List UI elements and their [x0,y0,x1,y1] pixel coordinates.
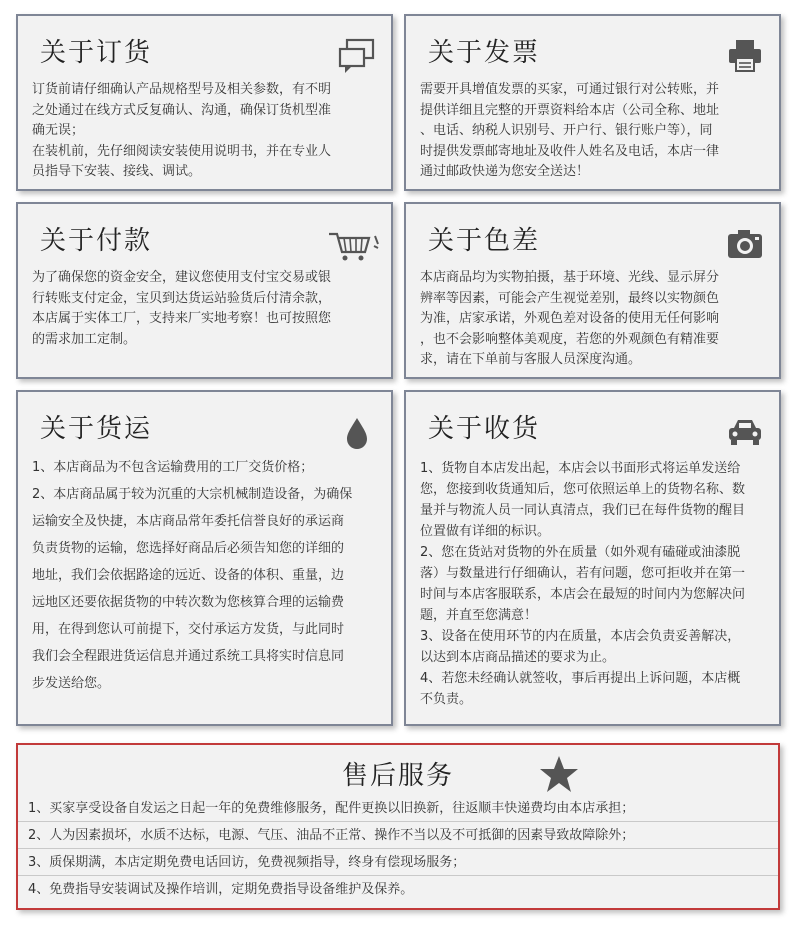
card-body [420,80,767,183]
card-title: 关于收货 [428,414,541,444]
text-line: 地址，我们会依据路途的远近、设备的体积、重量，边 [32,568,345,583]
text-line: 行转账支付定金，宝贝到达货运站验货后付清余款， [32,290,332,306]
text-line: 1、本店商品为不包含运输费用的工厂交货价格； [32,460,314,475]
drop-icon [337,412,377,452]
text-line: 提供详细且完整的开票资料给本店（公司全称、地址 [420,102,720,118]
service-list [18,795,778,903]
text-line: 本店商品均为实物拍摄，基于环境、光线、显示屏分 [420,270,720,285]
card-title: 关于色差 [428,226,541,256]
after-sales-service-panel [16,743,780,910]
text-line: 求，请在下单前与客服人员深度沟通。 [420,352,642,367]
card-title: 关于付款 [40,226,153,256]
text-line: 为了确保您的资金安全，建议您使用支付宝交易或银 [32,270,332,285]
text-line: 4、若您未经确认就签收，事后再提出上诉问题，本店概 [420,671,741,686]
card-order [16,14,393,191]
text-line: 之处通过在线方式反复确认、沟通，确保订货机型准 [32,102,332,118]
text-line: 时提供发票邮寄地址及收件人姓名及电话，本店一律 [420,143,720,159]
card-title: 关于发票 [428,38,541,68]
text-line: ，也不会影响整体美观度，若您的外观颜色有精准要 [420,331,720,347]
text-line: 、电话、纳税人识别号、开户行、银行账户等），同 [420,123,713,138]
text-line: 2、您在货站对货物的外在质量（如外观有磕碰或油漆脱 [420,545,741,560]
text-line: 的需求加工定制。 [32,331,137,347]
text-line: 您，您接到收货通知后，您可依照运单上的货物名称、数 [420,482,746,497]
text-line: 3、设备在使用环节的内在质量，本店会负责妥善解决， [420,629,741,644]
text-line: 时间与本店客服联系，本店会在最短的时间内为您解决问 [420,587,746,602]
text-line: 负责货物的运输，您选择好商品后必须告知您的详细的 [32,541,345,556]
text-line: 需要开具增值发票的买家，可通过银行对公转账，并 [420,82,720,97]
card-body [32,454,379,697]
card-shipping [16,390,393,726]
text-line: 我们会全程跟进货运信息并通过系统工具将实时信息同 [32,649,345,664]
car-icon [725,412,765,452]
text-line: 位置做有详细的标识。 [420,524,551,539]
card-title: 关于订货 [40,38,153,68]
text-line: 员指导下安装、接线、调试。 [32,164,202,179]
card-receiving [404,390,781,726]
text-line: 订货前请仔细确认产品规格型号及相关参数，有不明 [32,82,332,97]
text-line: 题，并直至您满意！ [420,608,538,623]
text-line: 本店属于实体工厂，支持来厂实地考察！也可按照您 [32,311,332,326]
text-line: 落）与数量进行仔细确认，若有问题，您可拒收并在第一 [420,566,746,581]
text-line: 以达到本店商品描述的要求为止。 [420,650,616,665]
service-row: 1、买家享受设备自发运之日起一年的免费维修服务，配件更换以旧换新，往返顺丰快递费均由本店承担； [18,795,778,822]
text-line: 1、货物自本店发出起，本店会以书面形式将运单发送给 [420,461,741,476]
text-line: 为准，店家承诺，外观色差对设备的使用无任何影响 [420,311,720,326]
card-invoice [404,14,781,191]
service-title: 售后服务 [341,761,454,791]
printer-icon [725,36,765,76]
card-payment [16,202,393,379]
card-color-difference [404,202,781,379]
card-body [32,268,379,350]
text-line: 步发送给您。 [32,676,111,691]
camera-icon [725,224,765,264]
text-line: 2、本店商品属于较为沉重的大宗机械制造设备，为确保 [32,487,353,502]
shopping-cart-icon [325,224,381,264]
star-badge-icon [538,753,580,795]
card-title: 关于货运 [40,414,153,444]
text-line: 运输安全及快捷，本店商品常年委托信誉良好的承运商 [32,514,345,529]
service-row: 3、质保期满，本店定期免费电话回访，免费视频指导，终身有偿现场服务； [18,849,778,876]
text-line: 通过邮政快递为您安全送达！ [420,164,590,179]
text-line: 远地区还要依据货物的中转次数为您核算合理的运输费 [32,595,345,610]
card-body [32,80,379,183]
text-line: 辨率等因素，可能会产生视觉差别，最终以实物颜色 [420,290,720,306]
text-line: 不负责。 [420,692,473,707]
text-line: 量并与物流人员一同认真清点，我们已在每件货物的醒目 [420,503,746,518]
text-line: 在装机前，先仔细阅读安装使用说明书，并在专业人 [32,143,332,159]
service-row: 4、免费指导安装调试及操作培训，定期免费指导设备维护及保养。 [28,882,414,897]
service-row: 2、人为因素损坏，水质不达标，电源、气压、油品不正常、操作不当以及不可抵御的因素导致故障除外； [18,822,778,849]
text-line: 确无误； [32,123,85,138]
text-line: 用，在得到您认可前提下，交付承运方发货，与此同时 [32,622,345,637]
speech-bubbles-icon [337,36,377,76]
card-body [420,268,767,371]
card-body [420,458,767,710]
